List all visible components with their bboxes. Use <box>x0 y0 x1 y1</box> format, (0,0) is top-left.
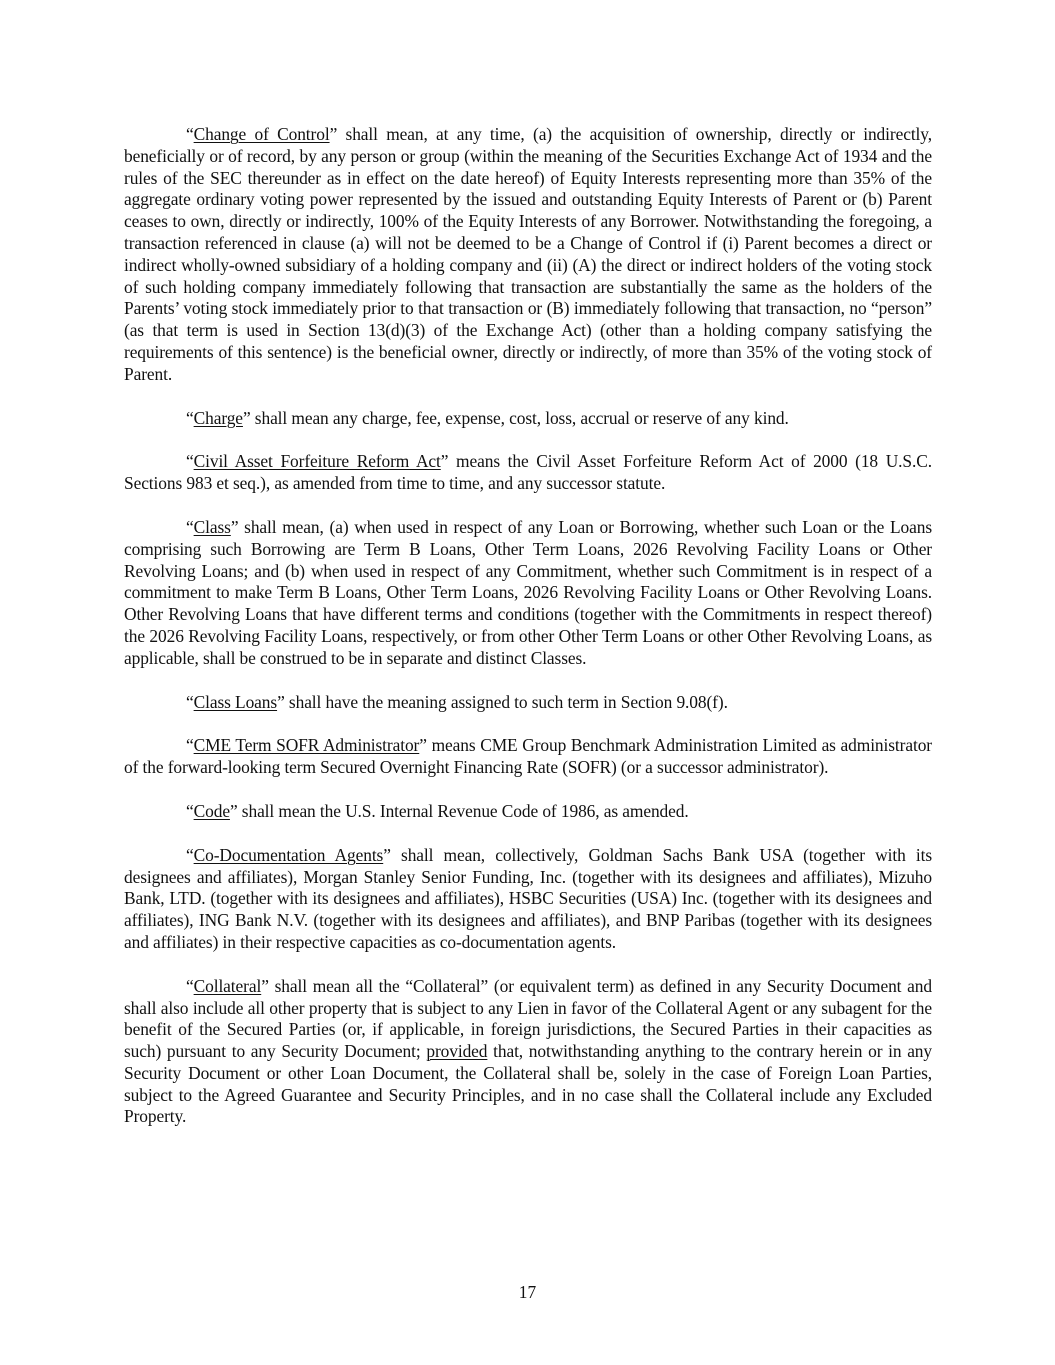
provided-term: provided <box>426 1041 488 1062</box>
defined-term: Co-Documentation Agents <box>193 844 384 865</box>
open-quote: “ <box>186 800 194 821</box>
definition-text: ” shall mean all the “Collateral” (or equivalent term) as defined in any Security Document and shall also include all other property that is subject to any Lien in favor of the Collateral Agent or any subagent for the benefit of the Secured Parties (or, if applicable, in foreign jurisdictions, the Secured Parties in their capacities as such) pursuant to any Security Document; <box>124 975 932 1062</box>
definition-text: ” shall have the meaning assigned to such term in Section 9.08(f). <box>277 691 728 712</box>
definition-charge <box>124 408 932 430</box>
open-quote: “ <box>186 691 194 712</box>
defined-term: Collateral <box>193 975 262 996</box>
definition-cme-term-sofr-administrator <box>124 735 932 779</box>
definition-text: ” shall mean, (a) when used in respect of any Loan or Borrowing, whether such Loan or the Loans comprising such Borrowing are Term B Loans, Other Term Loans, 2026 Revolving Facility Loans or Other Revolving Loans; and (b) when used in respect of any Commitment, whether such Commitment is in respect of a commitment to make Term B Loans, Other Term Loans, 2026 Revolving Facility Loans or Other Revolving Loans. Other Revolving Loans that have different terms and conditions (together with the Commitments in respect thereof) the 2026 Revolving Facility Loans, respectively, or from other Other Term Loans or other Other Revolving Loans, as applicable, shall be construed to be in separate and distinct Classes. <box>124 516 932 668</box>
definition-co-documentation-agents <box>124 845 932 954</box>
defined-term: Civil Asset Forfeiture Reform Act <box>193 451 441 472</box>
open-quote: “ <box>186 844 194 865</box>
defined-term: Class Loans <box>193 691 278 712</box>
document-body <box>124 124 932 1150</box>
definition-change-of-control <box>124 124 932 386</box>
open-quote: “ <box>186 124 194 144</box>
definition-code <box>124 801 932 823</box>
page-number: 17 <box>518 1282 537 1302</box>
open-quote: “ <box>186 975 194 996</box>
open-quote: “ <box>186 451 194 472</box>
definition-civil-asset-forfeiture-reform-act <box>124 451 932 495</box>
definition-text: ” shall mean the U.S. Internal Revenue Code of 1986, as amended. <box>229 800 689 821</box>
open-quote: “ <box>186 516 194 537</box>
definition-text: ” shall mean any charge, fee, expense, cost, loss, accrual or reserve of any kind. <box>242 407 789 428</box>
open-quote: “ <box>186 735 194 756</box>
definition-class-loans <box>124 692 932 714</box>
definition-class <box>124 517 932 670</box>
defined-term: Change of Control <box>193 124 330 144</box>
defined-term: Code <box>193 800 230 821</box>
definition-text: ” means CME Group Benchmark Administration Limited as administrator of the forward-looking term Secured Overnight Financing Rate (SOFR) (or a successor administrator). <box>124 735 932 778</box>
defined-term: CME Term SOFR Administrator <box>193 735 420 756</box>
defined-term: Charge <box>193 407 243 428</box>
definition-text-continued: that, notwithstanding anything to the contrary herein or in any Security Document or other Loan Document, the Collateral shall be, solely in the case of Foreign Loan Parties, subject to the Agreed Guarantee and Security Principles, and in no case shall the Collateral include any Excluded Property. <box>124 1041 932 1127</box>
open-quote: “ <box>186 407 194 428</box>
definition-text: ” means the Civil Asset Forfeiture Reform Act of 2000 (18 U.S.C. Sections 983 et seq.), as amended from time to time, and any successor statute. <box>124 451 932 494</box>
definition-text: ” shall mean, at any time, (a) the acquisition of ownership, directly or indirectly, beneficially or of record, by any person or group (within the meaning of the Securities Exchange Act of 1934 and the rules of the SEC thereunder as in effect on the date hereof) of Equity Interests representing more than 35% of the aggregate ordinary voting power represented by the issued and outstanding Equity Interests of Parent or (b) Parent ceases to own, directly or indirectly, 100% of the Equity Interests of any Borrower. Notwithstanding the foregoing, a transaction referenced in clause (a) will not be deemed to be a Change of Control if (i) Parent becomes a direct or indirect wholly-owned subsidiary of a holding company and (ii) (A) the direct or indirect holders of the voting stock of such holding company immediately following that transaction are substantially the same as the holders of the Parents’ voting stock immediately prior to that transaction or (B) immediately following that transaction, no “person” (as that term is used in Section 13(d)(3) of the Exchange Act) (other than a holding company satisfying the requirements of this sentence) is the beneficial owner, directly or indirectly, of more than 35% of the voting stock of Parent. <box>124 124 932 384</box>
definition-text: ” shall mean, collectively, Goldman Sachs Bank USA (together with its designees and affiliates), Morgan Stanley Senior Funding, Inc. (together with its designees and affiliates), Mizuho Bank, LTD. (together with its designees and affiliates), HSBC Securities (USA) Inc. (together with its designees and affiliates), ING Bank N.V. (together with its designees and affiliates), and BNP Paribas (together with its designees and affiliates) in their respective capacities as co-documentation agents. <box>124 844 933 952</box>
definition-collateral <box>124 976 932 1129</box>
defined-term: Class <box>193 516 231 537</box>
